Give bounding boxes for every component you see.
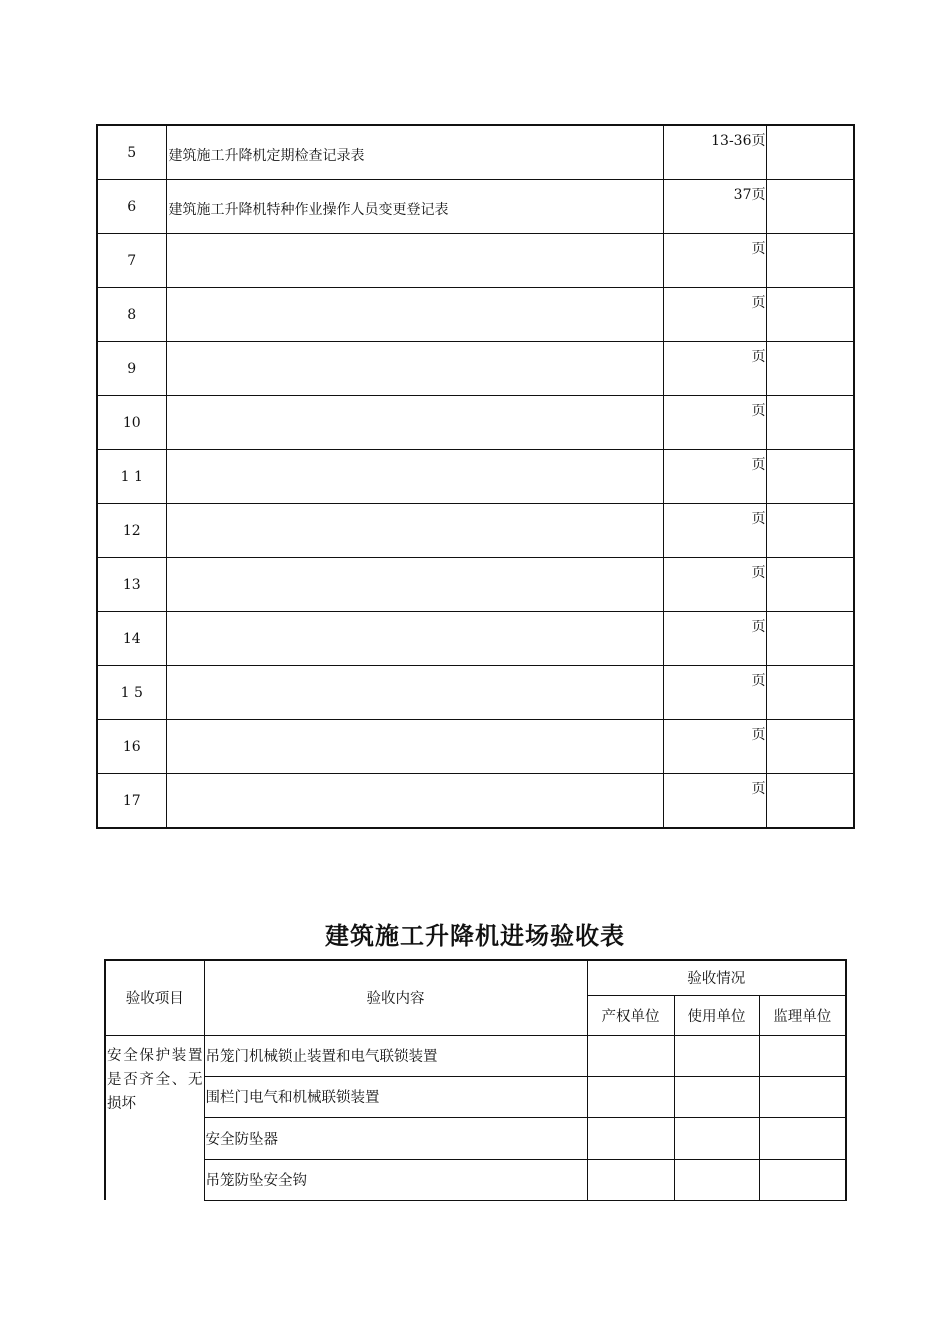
table-row [105,1076,846,1117]
header-owner: 产权单位 [587,995,674,1035]
note-cell [766,666,854,720]
document-name [166,288,663,342]
document-name: 建筑施工升降机特种作业操作人员变更登记表 [166,180,663,234]
page-range: 页 [663,720,766,774]
table-row [97,504,854,558]
acceptance-table [104,959,847,1201]
page-range: 页 [663,558,766,612]
content-cell: 吊笼门机械锁止装置和电气联锁装置 [204,1035,587,1076]
document-name [166,396,663,450]
row-number: 8 [97,288,166,342]
header-status: 验收情况 [587,960,846,995]
table-row [97,558,854,612]
header-row [105,960,846,995]
page-range: 13-36页 [663,125,766,180]
note-cell [766,612,854,666]
document-name [166,666,663,720]
content-cell: 安全防坠器 [204,1117,587,1159]
page-range: 页 [663,774,766,829]
note-cell [766,288,854,342]
table-row [97,774,854,829]
user-check-cell [674,1159,759,1200]
row-number: 12 [97,504,166,558]
table-row [105,1159,846,1200]
user-check-cell [674,1076,759,1117]
note-cell [766,125,854,180]
page-range: 页 [663,666,766,720]
index-table-body [97,125,854,828]
table-row [97,234,854,288]
row-number: 14 [97,612,166,666]
document-name [166,504,663,558]
note-cell [766,450,854,504]
table-row [97,180,854,234]
note-cell [766,234,854,288]
page-range: 页 [663,234,766,288]
document-name [166,342,663,396]
row-number: 13 [97,558,166,612]
owner-check-cell [587,1076,674,1117]
document-name [166,720,663,774]
content-cell: 吊笼防坠安全钩 [204,1159,587,1200]
row-number: 1 5 [97,666,166,720]
table-row [97,342,854,396]
table-row [97,612,854,666]
row-number: 9 [97,342,166,396]
table-row [105,1117,846,1159]
row-number: 16 [97,720,166,774]
category-cell: 安全保护装置是否齐全、无损坏 [105,1035,204,1200]
table-row [105,1035,846,1076]
table-row [97,288,854,342]
document-name [166,774,663,829]
row-number: 6 [97,180,166,234]
user-check-cell [674,1035,759,1076]
table-row [97,666,854,720]
note-cell [766,180,854,234]
page-range: 页 [663,612,766,666]
page-range: 页 [663,504,766,558]
supervisor-check-cell [759,1076,846,1117]
owner-check-cell [587,1159,674,1200]
page-range: 37页 [663,180,766,234]
owner-check-cell [587,1035,674,1076]
row-number: 7 [97,234,166,288]
row-number: 10 [97,396,166,450]
note-cell [766,558,854,612]
page-range: 页 [663,342,766,396]
header-content: 验收内容 [204,960,587,1035]
document-name: 建筑施工升降机定期检查记录表 [166,125,663,180]
document-name [166,558,663,612]
table-row [97,396,854,450]
header-item: 验收项目 [105,960,204,1035]
document-name [166,450,663,504]
document-name [166,234,663,288]
note-cell [766,342,854,396]
table-row [97,720,854,774]
row-number: 1 1 [97,450,166,504]
row-number: 5 [97,125,166,180]
owner-check-cell [587,1117,674,1159]
page-range: 页 [663,450,766,504]
form-title: 建筑施工升降机进场验收表 [325,921,625,950]
note-cell [766,504,854,558]
supervisor-check-cell [759,1117,846,1159]
table-row [97,450,854,504]
page-range: 页 [663,396,766,450]
note-cell [766,396,854,450]
supervisor-check-cell [759,1159,846,1200]
document-name [166,612,663,666]
table-row [97,125,854,180]
user-check-cell [674,1117,759,1159]
supervisor-check-cell [759,1035,846,1076]
note-cell [766,720,854,774]
document-index-table [96,124,855,829]
header-supervisor: 监理单位 [759,995,846,1035]
content-cell: 围栏门电气和机械联锁装置 [204,1076,587,1117]
row-number: 17 [97,774,166,829]
note-cell [766,774,854,829]
header-user: 使用单位 [674,995,759,1035]
page-range: 页 [663,288,766,342]
